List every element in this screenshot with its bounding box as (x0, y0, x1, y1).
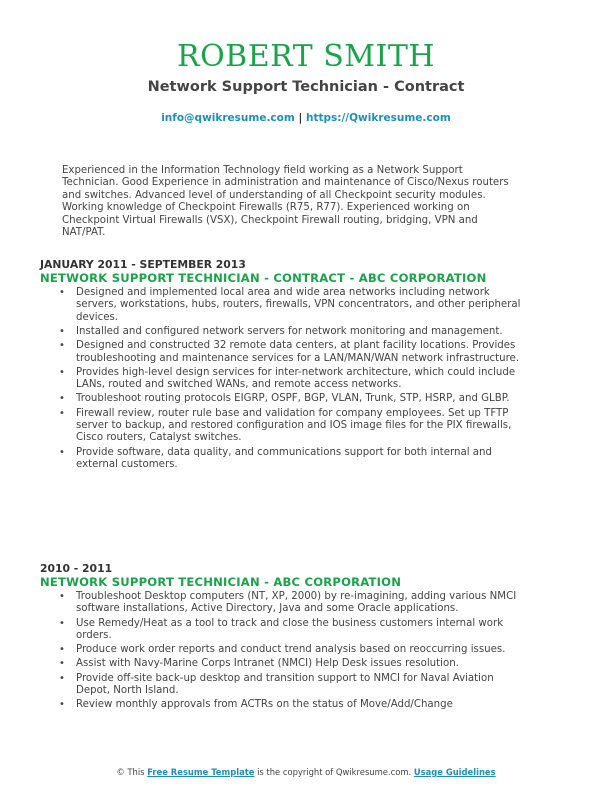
list-item (40, 699, 530, 711)
bullet-icon: • (59, 287, 65, 298)
summary-paragraph: Experienced in the Information Technology field working as a Network Support Technician. Good Experience in administration and maintenance of Cisco/Nexus routers and switches. Advanced level of understanding of all Checkpoint security modules. Working knowledge of Checkpoint Firewalls (R75, R77). Experienced working on Checkpoint Virtual Firewalls (VSX), Checkpoint Firewall routing, bridging, VPN and NAT/PAT. (62, 165, 509, 239)
bullet-text: Produce work order reports and conduct trend analysis based on reoccurring issues. (76, 644, 506, 656)
bullet-icon: • (59, 591, 65, 602)
bullet-text: Designed and implemented local area and wide area networks including network servers, workstations, hubs, routers, firewalls, VPN concentrators, and other peripheral devices. (76, 287, 521, 323)
list-item (40, 447, 530, 472)
bullet-text: Use Remedy/Heat as a tool to track and close the business customers internal work orders. (76, 617, 504, 642)
list-item (40, 408, 530, 445)
copyright-footer (0, 767, 612, 778)
list-item (40, 287, 530, 324)
bullet-text: Provide software, data quality, and communications support for both internal and external customers. (76, 446, 492, 471)
list-item (40, 340, 530, 365)
bullet-icon: • (59, 340, 65, 352)
bullet-icon: • (59, 366, 65, 378)
bullet-text: Installed and configured network servers for network monitoring and management. (76, 326, 503, 338)
email-link[interactable]: info@qwikresume.com (161, 112, 295, 124)
job-bullets (40, 287, 530, 471)
contact-separator: | (294, 112, 306, 124)
job-entry (40, 562, 530, 713)
list-item (40, 367, 530, 392)
bullet-icon: • (59, 699, 65, 711)
bullet-icon: • (59, 658, 65, 670)
footer-middle: is the copyright of Qwikresume.com. (254, 767, 414, 777)
job-dates: 2010 - 2011 (40, 562, 113, 575)
bullet-icon: • (59, 393, 65, 405)
list-item (40, 618, 530, 643)
bullet-icon: • (59, 672, 65, 684)
bullet-text: Provide off-site back-up desktop and transition support to NMCI for Naval Aviation Depot, North Island. (76, 672, 494, 697)
job-role: NETWORK SUPPORT TECHNICIAN - CONTRACT - ABC CORPORATION (40, 271, 487, 285)
bullet-text: Troubleshoot routing protocols EIGRP, OSPF, BGP, VLAN, Trunk, STP, HSRP, and GLBP. (76, 393, 510, 405)
candidate-title: Network Support Technician - Contract (147, 79, 465, 95)
bullet-text: Assist with Navy-Marine Corps Intranet (NMCI) Help Desk issues resolution. (76, 658, 459, 670)
bullet-icon: • (59, 326, 65, 338)
contact-line (0, 112, 612, 125)
bullet-icon: • (59, 617, 65, 629)
job-entry (40, 258, 530, 473)
list-item (40, 326, 530, 338)
bullet-icon: • (59, 644, 65, 656)
job-role: NETWORK SUPPORT TECHNICIAN - ABC CORPORATION (40, 575, 402, 589)
list-item (40, 644, 530, 656)
bullet-text: Review monthly approvals from ACTRs on the status of Move/Add/Change (76, 699, 453, 711)
list-item (40, 393, 530, 405)
usage-guidelines-link[interactable]: Usage Guidelines (413, 767, 496, 777)
list-item (40, 658, 530, 670)
footer-prefix: © This (116, 767, 148, 777)
website-link[interactable]: https://Qwikresume.com (305, 112, 451, 124)
job-bullets (40, 591, 530, 712)
job-dates: JANUARY 2011 - SEPTEMBER 2013 (40, 258, 246, 271)
bullet-text: Firewall review, router rule base and validation for company employees. Set up TFTP server to backup, and restored configuration and IOS image files for the PIX firewalls, Cisco routers, Catalyst switches. (76, 407, 512, 444)
list-item (40, 591, 530, 616)
bullet-icon: • (59, 446, 65, 458)
free-resume-template-link[interactable]: Free Resume Template (147, 767, 255, 777)
bullet-text: Troubleshoot Desktop computers (NT, XP, 2000) by re-imagining, adding various NMCI software installations, Active Directory, Java and some Oracle applications. (76, 591, 517, 615)
bullet-text: Designed and constructed 32 remote data centers, at plant facility locations. Provides troubleshooting and maintenance services for a LAN/MAN/WAN network infrastructure. (76, 340, 520, 364)
bullet-icon: • (59, 407, 65, 419)
list-item (40, 673, 530, 698)
candidate-name: ROBERT SMITH (176, 39, 436, 74)
bullet-text: Provides high-level design services for inter-network architecture, which could include LANs, routed and switched WANs, and remote access networks. (76, 366, 516, 391)
